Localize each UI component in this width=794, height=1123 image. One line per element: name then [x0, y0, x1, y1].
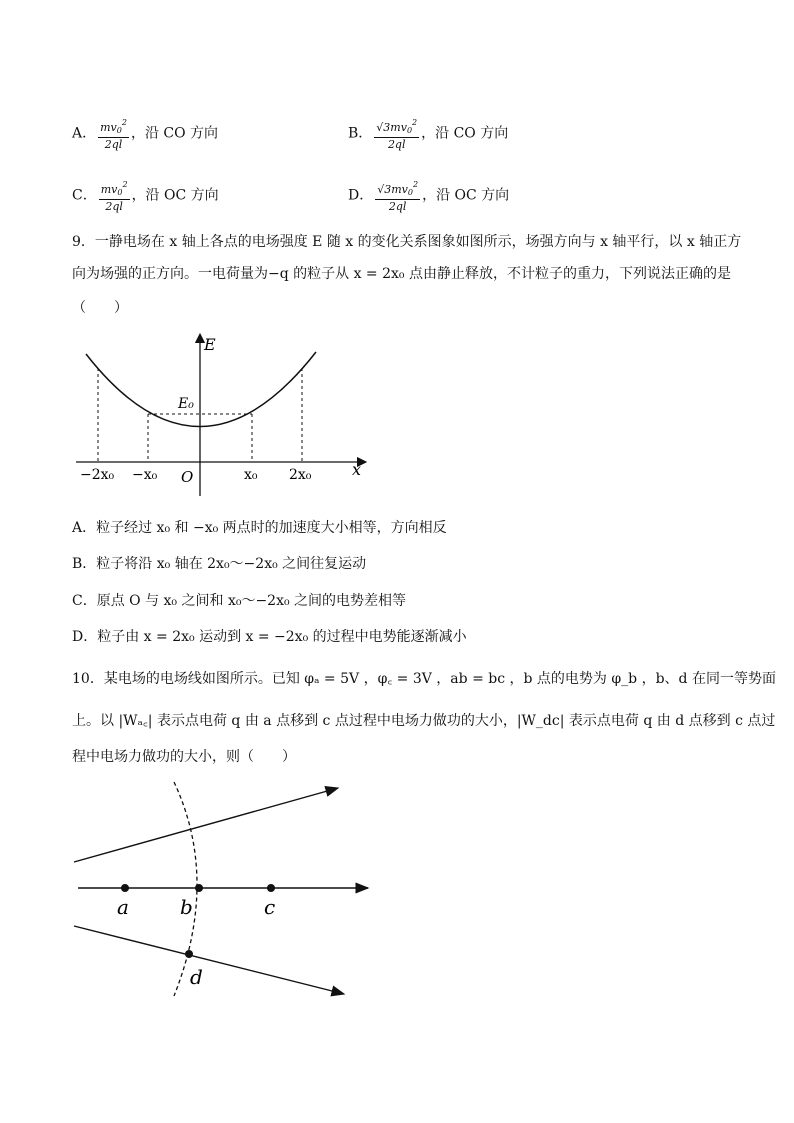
q9-stem-line3: （ ）: [72, 300, 128, 316]
q8-option-b: B． $\frac{√3mv_0^2}{2ql}$ ，沿 CO 方向: [348, 118, 509, 151]
label-b: b: [180, 895, 193, 919]
fraction: $\frac{√3mv_0^2}{2ql}$: [376, 118, 418, 151]
tick-negx0: −x₀: [132, 467, 158, 483]
e0-label: E₀: [178, 396, 194, 412]
q9-option-b: B．粒子将沿 x₀ 轴在 2x₀～−2x₀ 之间往复运动: [72, 556, 367, 572]
q9-stem-line1: 9．一静电场在 x 轴上各点的电场强度 E 随 x 的变化关系图象如图所示，场强方向与 x 轴平行，以 x 轴正方: [72, 234, 742, 250]
q10-stem-line3: 程中电场力做功的大小，则（ ）: [72, 749, 296, 765]
tick-neg2x0: −2x₀: [80, 467, 115, 483]
q10-stem-line1: 10．某电场的电场线如图所示。已知 φₐ = 5V ，φ꜀ = 3V ，ab = bc ，b 点的电势为 φ_b ，b、d 在同一等势面: [72, 671, 776, 687]
q8-option-d: D． $\frac{√3mv_0^2}{2ql}$ ，沿 OC 方向: [348, 180, 510, 213]
q9-stem-line2: 向为场强的正方向。一电荷量为−q 的粒子从 x = 2x₀ 点由静止释放，不计粒子的重力，下列说法正确的是: [72, 266, 731, 282]
q9-option-a: A．粒子经过 x₀ 和 −x₀ 两点时的加速度大小相等，方向相反: [72, 520, 447, 536]
q8-option-a: A． $\frac{mv_0^2}{2ql}$ ，沿 CO 方向: [72, 118, 219, 151]
q10-stem-line2: 上。以 |Wₐ꜀| 表示点电荷 q 由 a 点移到 c 点过程中电场力做功的大小，|W_dc| 表示点电荷 q 由 d 点移到 c 点过: [72, 713, 776, 729]
field-line-bottom: [74, 926, 344, 994]
label-d: d: [190, 965, 203, 989]
fraction: $\frac{mv_0^2}{2ql}$: [100, 180, 128, 213]
tick-x0: x₀: [244, 467, 258, 483]
q9-option-c: C．原点 O 与 x₀ 之间和 x₀～−2x₀ 之间的电势差相等: [72, 593, 407, 609]
fraction: $\frac{√3mv_0^2}{2ql}$: [377, 180, 419, 213]
point-b: [195, 884, 203, 892]
equipotential-surface: [174, 782, 197, 996]
x-axis-label: x: [352, 460, 362, 479]
q9-option-d: D．粒子由 x = 2x₀ 运动到 x = −2x₀ 的过程中电势能逐渐减小: [72, 629, 467, 645]
point-d: [185, 950, 193, 958]
q8-option-c: C． $\frac{mv_0^2}{2ql}$ ，沿 OC 方向: [72, 180, 219, 213]
field-line-top: [74, 788, 338, 862]
label-c: c: [264, 895, 276, 919]
point-c: [267, 884, 275, 892]
origin-label: O: [181, 468, 194, 486]
tick-pos2x0: 2x₀: [289, 467, 312, 483]
fraction: $\frac{mv_0^2}{2ql}$: [100, 118, 127, 151]
point-a: [121, 884, 129, 892]
label-a: a: [117, 895, 129, 919]
e-axis-label: E: [204, 335, 216, 354]
